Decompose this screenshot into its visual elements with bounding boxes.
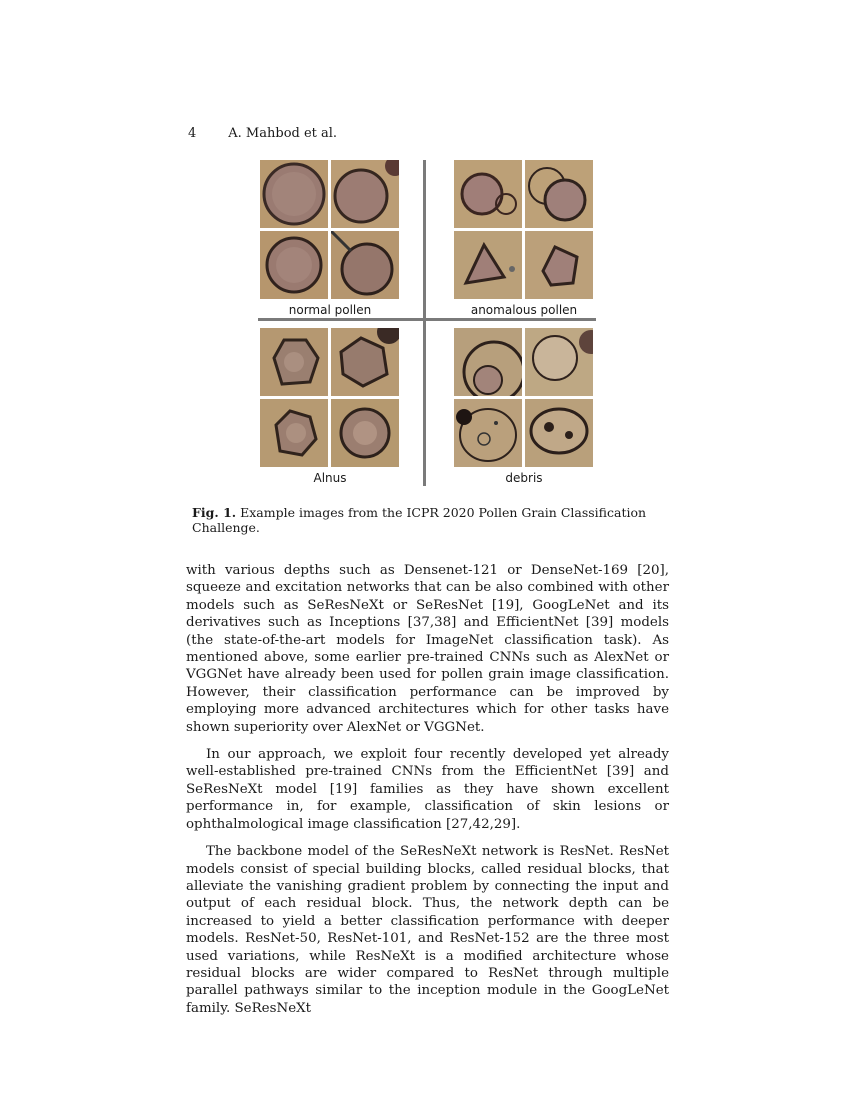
figure-caption	[192, 505, 672, 535]
pollen-image	[260, 328, 328, 396]
figure-horizontal-divider	[258, 318, 596, 321]
page-number: 4	[188, 126, 197, 141]
panel-label: anomalous pollen	[470, 303, 578, 317]
panel-label: normal pollen	[288, 303, 372, 317]
running-head	[188, 126, 337, 141]
pollen-image	[525, 328, 593, 396]
panel-normal-pollen	[260, 160, 400, 317]
body-text	[186, 562, 669, 1027]
pollen-image	[454, 399, 522, 467]
pollen-image	[331, 399, 399, 467]
pollen-image	[454, 231, 522, 299]
pollen-image	[331, 231, 399, 299]
pollen-image	[260, 231, 328, 299]
panel-anomalous-pollen	[454, 160, 594, 317]
figure-vertical-divider	[423, 160, 426, 486]
paragraph: The backbone model of the SeResNeXt network is ResNet. ResNet models consist of special building blocks, called residual blocks, that alleviate the vanishing gradient problem by connecting the input and output of each residual block. Thus, the network depth can be increased to yield a better classification performance with deeper models. ResNet-50, ResNet-101, and ResNet-152 are the three most used variations, while ResNeXt is a modified architecture whose residual blocks are wider compared to ResNet through multiple parallel pathways similar to the inception module in the GoogLeNet family. SeResNeXt	[186, 844, 669, 1016]
panel-debris	[454, 328, 594, 485]
pollen-image	[454, 328, 522, 396]
figure-pollen-examples	[258, 158, 596, 488]
panel-alnus	[260, 328, 400, 485]
panel-label: debris	[505, 471, 543, 485]
pollen-image	[525, 160, 593, 228]
caption-text: Example images from the ICPR 2020 Pollen Grain Classification Challenge.	[192, 505, 647, 535]
panel-label: Alnus	[313, 471, 347, 485]
pollen-image	[331, 328, 399, 396]
paragraph: with various depths such as Densenet-121 or DenseNet-169 [20], squeeze and excitation networks that can be also combined with other models such as SeResNeXt or SeResNet [19], GoogLeNet and its derivatives such as Inceptions [37,38] and EfficientNet [39] models (the state-of-the-art models for ImageNet classification task). As mentioned above, some earlier pre-trained CNNs such as AlexNet or VGGNet have already been used for pollen grain image classification. However, their classification performance can be improved by employing more advanced architectures which for other tasks have shown superiority over AlexNet or VGGNet.	[186, 563, 669, 735]
pollen-image	[525, 231, 593, 299]
pollen-image	[525, 399, 593, 467]
caption-label: Fig. 1.	[192, 505, 237, 520]
author-running-title: A. Mahbod et al.	[228, 126, 338, 141]
pollen-image	[454, 160, 522, 228]
pollen-image	[260, 399, 328, 467]
paragraph: In our approach, we exploit four recently developed yet already well-established pre-trained CNNs from the EfficientNet [39] and SeResNeXt model [19] families as they have shown excellent performance in, for example, classification of skin lesions or ophthalmological image classification [27,42,29].	[186, 747, 669, 832]
pollen-image	[331, 160, 399, 228]
pollen-image	[260, 160, 328, 228]
